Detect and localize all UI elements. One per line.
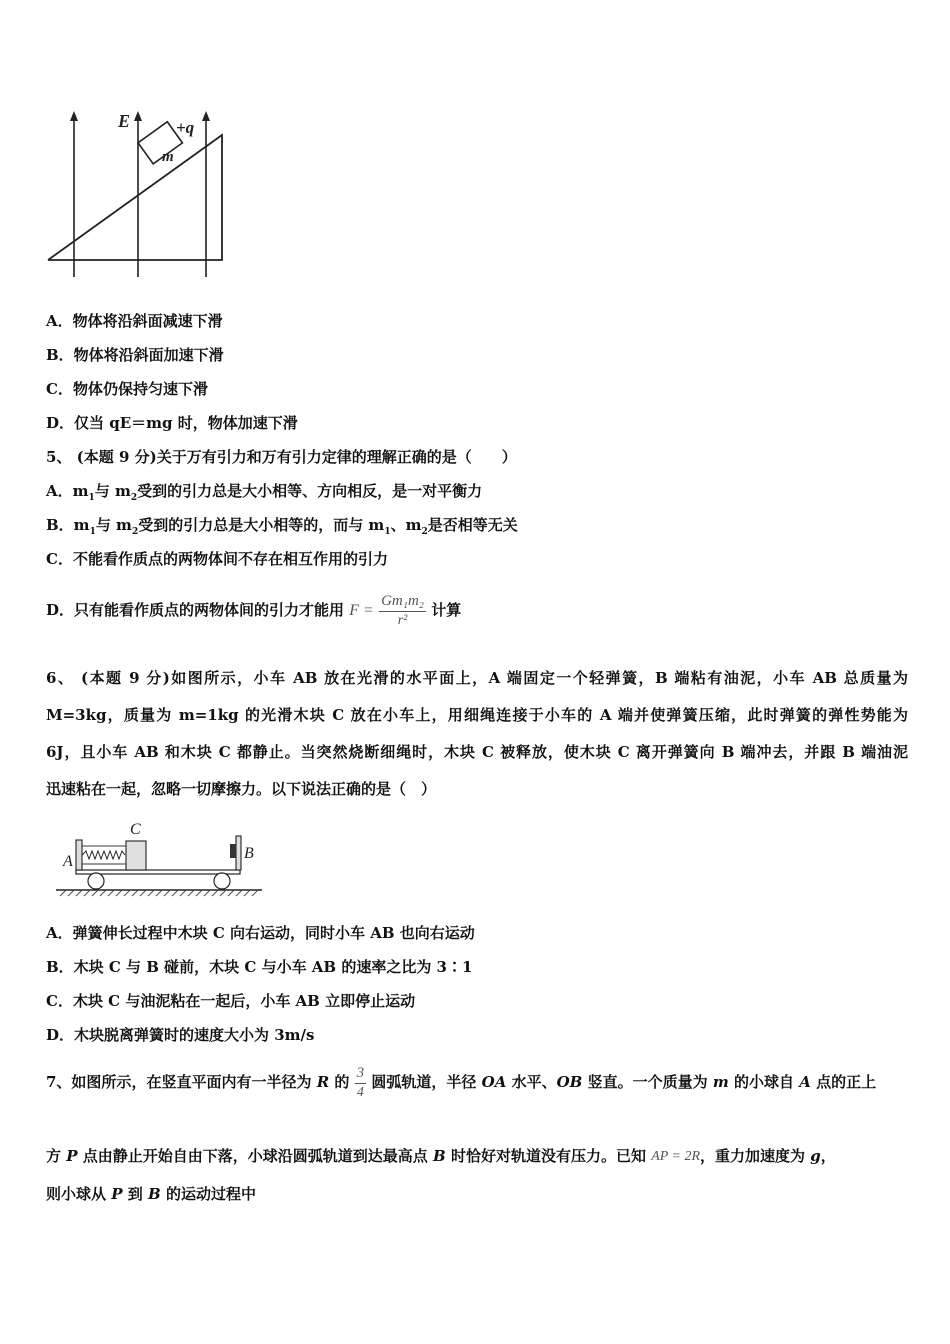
label-m: m — [162, 149, 174, 165]
q4-option-d: D．仅当 qE＝mg 时，物体加速下滑 — [46, 414, 298, 432]
q7-l2-pre: 方 — [46, 1147, 62, 1165]
q6-option-c: C．木块 C 与油泥粘在一起后，小车 AB 立即停止运动 — [46, 992, 416, 1010]
q5-b-sub3: 1 — [384, 527, 391, 537]
gravity-formula-left: F = — [349, 602, 374, 619]
q6-stem-line-1: 6、 (本题 9 分)如图所示，小车 AB 放在光滑的水平面上，A 端固定一个轻弹簧，B 端粘有油泥，小车 AB 总质量为 — [46, 669, 908, 687]
gravity-formula-fraction — [379, 592, 426, 630]
q7-l2-mid3: ，重力加速度为 — [700, 1147, 806, 1165]
q5-d-post: 计算 — [431, 601, 462, 619]
q7-pre: 7、如图所示，在竖直平面内有一半径为 — [46, 1073, 312, 1091]
q7-mid1: 圆弧轨道，半径 — [371, 1073, 477, 1091]
q7-mid2: 水平、 — [511, 1073, 557, 1091]
q5-a-sub2: 2 — [130, 493, 138, 503]
label-q: +q — [176, 118, 195, 137]
q5-a-mid: 与 m — [94, 482, 131, 500]
block-c — [126, 841, 146, 870]
q6-stem-line-2: M=3kg，质量为 m=1kg 的光滑木块 C 放在小车上，用细绳连接于小车的 A 端并使弹簧压缩，此时弹簧的弹性势能为 — [46, 706, 908, 724]
putty-b — [230, 844, 236, 858]
q6-option-d: D．木块脱离弹簧时的速度大小为 3m/s — [46, 1026, 315, 1044]
q5-option-d — [46, 590, 461, 631]
label-E: E — [118, 111, 131, 131]
wheel-right — [214, 873, 230, 889]
q7-line-3 — [46, 1184, 256, 1204]
cart-base — [76, 870, 240, 874]
q7-l2-mid2: 时恰好对轨道没有压力。已知 — [450, 1147, 646, 1165]
q7-frac-num: 3 — [355, 1064, 367, 1084]
q7-l3-pre: 则小球从 — [46, 1185, 107, 1203]
q6-option-a: A．弹簧伸长过程中木块 C 向右运动，同时小车 AB 也向右运动 — [46, 924, 475, 942]
q7-mid4: 的小球自 — [733, 1073, 794, 1091]
q5-b-mid2: 受到的引力总是大小相等的，而与 m — [138, 516, 385, 534]
q7-P: P — [66, 1147, 78, 1165]
q7-post1: 点的正上 — [816, 1073, 877, 1091]
end-b-wall — [236, 836, 241, 870]
q5-b-pre: B．m — [46, 516, 90, 534]
q5-option-a — [46, 481, 482, 508]
q7-l3-mid: 到 — [127, 1185, 143, 1203]
q7-OA: OA — [481, 1073, 507, 1091]
q7-OB: OB — [556, 1073, 583, 1091]
q5-d-pre: D．只有能看作质点的两物体间的引力才能用 — [46, 601, 345, 619]
q7-R: R — [316, 1073, 330, 1091]
ground-hatch — [60, 890, 258, 896]
q7-l3-post: 的运动过程中 — [165, 1185, 256, 1203]
q7-frac-den: 4 — [356, 1085, 364, 1100]
field-arrow-2 — [134, 111, 142, 121]
q7-line-1 — [46, 1062, 908, 1102]
q5-a-post: 受到的引力总是大小相等、方向相反，是一对平衡力 — [137, 482, 483, 500]
fig2-label-c: C — [130, 821, 141, 838]
q4-option-a: A．物体将沿斜面减速下滑 — [46, 312, 223, 330]
q7-l2-mid1: 点由静止开始自由下落，小球沿圆弧轨道到达最高点 — [82, 1147, 428, 1165]
q5-b-mid3: 、m — [390, 516, 422, 534]
cart-spring-figure — [52, 818, 272, 898]
q5-stem: 5、 (本题 9 分)关于万有引力和万有引力定律的理解正确的是（ ） — [46, 448, 517, 466]
q5-a-sub1: 1 — [88, 493, 95, 503]
q7-B2: B — [148, 1185, 161, 1203]
spring — [82, 851, 125, 859]
gravity-formula-den: r² — [397, 613, 408, 628]
wheel-left — [88, 873, 104, 889]
q5-a-pre: A．m — [46, 482, 89, 500]
field-arrow-1 — [70, 111, 78, 121]
incline-field-figure — [40, 105, 240, 285]
q5-b-sub1: 1 — [89, 527, 96, 537]
q5-b-mid: 与 m — [95, 516, 132, 534]
q5-b-post: 是否相等无关 — [427, 516, 518, 534]
fig2-label-a: A — [63, 853, 73, 870]
q6-stem-line-3: 6J，且小车 AB 和木块 C 都静止。当突然烧断细绳时，木块 C 被释放，使木块 C 离开弹簧向 B 端冲去，并跟 B 端油泥 — [46, 743, 908, 761]
fig2-label-b: B — [244, 845, 254, 862]
gravity-formula-num: Gm₁m₂ — [379, 592, 426, 612]
q5-b-sub2: 2 — [131, 527, 139, 537]
field-arrow-3 — [202, 111, 210, 121]
q7-line-2 — [46, 1146, 836, 1167]
q4-option-b: B．物体将沿斜面加速下滑 — [46, 346, 224, 364]
q4-option-c: C．物体仍保持匀速下滑 — [46, 380, 208, 398]
q7-g: g — [810, 1147, 821, 1165]
spring-frame — [82, 846, 126, 864]
q7-m: m — [712, 1073, 729, 1091]
q7-P2: P — [111, 1185, 123, 1203]
q7-A: A — [799, 1073, 811, 1091]
q5-option-b — [46, 515, 518, 542]
q5-option-c: C．不能看作质点的两物体间不存在相互作用的引力 — [46, 550, 388, 568]
q7-l2-post: ， — [820, 1147, 836, 1165]
q7-fraction — [355, 1064, 367, 1102]
q7-B: B — [433, 1147, 446, 1165]
q7-ap-formula: AP = 2R — [651, 1149, 701, 1164]
q7-de: 的 — [334, 1073, 350, 1091]
end-a-wall — [76, 840, 82, 870]
q5-b-sub4: 2 — [421, 527, 428, 537]
q6-stem-line-4: 迅速粘在一起，忽略一切摩擦力。以下说法正确的是（ ） — [46, 780, 437, 798]
q7-mid3: 竖直。一个质量为 — [587, 1073, 708, 1091]
q6-option-b: B．木块 C 与 B 碰前，木块 C 与小车 AB 的速率之比为 3∶1 — [46, 958, 473, 976]
